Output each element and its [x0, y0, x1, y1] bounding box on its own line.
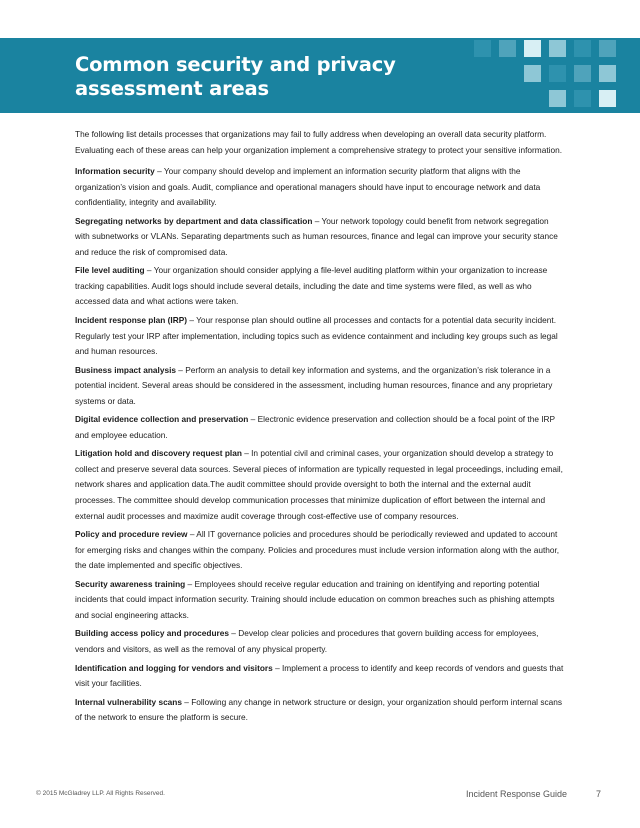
assessment-area-item: [75, 263, 565, 310]
decorative-tile: [499, 40, 516, 57]
assessment-area-term: Identification and logging for vendors and visitors: [75, 662, 273, 673]
assessment-area-description: – Your response plan should outline all processes and contacts for a potential data security incident. Regularly test your IRP after implementation, including topics such as evidence containment and including key groups such as legal and human resources.: [75, 315, 558, 357]
assessment-area-term: Information security: [75, 166, 155, 177]
page-title: [75, 53, 455, 101]
assessment-area-item: [75, 577, 565, 624]
copyright-notice: © 2015 McGladrey LLP. All Rights Reserved.: [36, 790, 165, 797]
decorative-tile: [549, 90, 566, 107]
title-line-2: assessment areas: [75, 77, 269, 100]
assessment-area-description: – Your organization should consider applying a file-level auditing platform within your organization to increase tracking capabilities. Audit logs should include several details, including the date and time systems were filed, as well as who accessed data and what actions were taken.: [75, 265, 548, 307]
assessment-area-term: Litigation hold and discovery request plan: [75, 448, 242, 459]
assessment-area-term: Incident response plan (IRP): [75, 315, 188, 326]
assessment-area-description: – Following any change in network structure or design, your organization should perform internal scans of the network to ensure the platform is secure.: [75, 696, 563, 723]
assessment-area-item: [75, 214, 565, 261]
assessment-area-item: [75, 626, 565, 657]
title-line-1: Common security and privacy: [75, 53, 396, 76]
assessment-area-description: – Employees should receive regular education and training on identifying and reporting potential incidents that could impact information security. Training should include education on common breaches such as phishing attempts and social engineering attacks.: [75, 578, 555, 620]
assessment-area-item: [75, 363, 565, 410]
decorative-tile: [599, 40, 616, 57]
assessment-area-description: – In potential civil and criminal cases, your organization should develop a strategy to collect and preserve several data sources. Several pieces of information are typically requested in legal proceedings, including email, network shares and application data.The audit committee should provide oversight to both the internal and the external audit processes. The committee should develop communication processes that minimize duplication of effort between the internal and external audit processes and maximize audit coverage through cost-effective use of company resources.: [75, 448, 563, 521]
assessment-area-item: [75, 412, 565, 443]
assessment-area-item: [75, 527, 565, 574]
assessment-area-term: File level auditing: [75, 265, 145, 276]
decorative-tile: [524, 65, 541, 82]
assessment-area-description: – All IT governance policies and procedures should be periodically reviewed and updated to account for emerging risks and changes within the company. Policies and procedures must include version information along with the author, the date implemented and specific objectives.: [75, 529, 560, 571]
assessment-area-item: [75, 695, 565, 726]
page-number: 7: [596, 789, 602, 799]
assessment-area-item: [75, 661, 565, 692]
assessment-area-term: Policy and procedure review: [75, 529, 188, 540]
decorative-tile: [549, 65, 566, 82]
decorative-tile: [599, 90, 616, 107]
assessment-area-item: [75, 164, 565, 211]
decorative-tile: [549, 40, 566, 57]
assessment-area-term: Security awareness training: [75, 578, 186, 589]
decorative-tile: [574, 40, 591, 57]
assessment-area-description: – Your company should develop and implement an information security platform that aligns with the organization’s vision and goals. Audit, compliance and operational managers should have input to encourage network and data confidentiality, integrity and availability.: [75, 166, 541, 208]
decorative-tile: [474, 40, 491, 57]
assessment-area-description: – Electronic evidence preservation and collection should be a focal point of the IRP and employee education.: [75, 414, 555, 440]
assessment-area-term: Business impact analysis: [75, 364, 176, 375]
decorative-tile: [599, 65, 616, 82]
intro-paragraph: The following list details processes that organizations may fail to fully address when developing an overall data security platform. Evaluating each of these areas can help your organization implement a comprehensive strategy to protect your sensitive information.: [75, 129, 563, 155]
assessment-area-list: [75, 164, 565, 726]
assessment-area-description: – Develop clear policies and procedures that govern building access for employees, vendors and visitors, as well as the removal of any physical property.: [75, 628, 539, 654]
assessment-area-term: Segregating networks by department and data classification: [75, 215, 313, 226]
assessment-area-description: – Your network topology could benefit from network segregation with subnetworks or VLANs. Separating departments such as human resources, finance and legal can improve your security stance and reduce the risk of compromised data.: [75, 215, 558, 257]
guide-title: Incident Response Guide: [466, 789, 568, 799]
main-content: [75, 127, 565, 729]
assessment-area-description: – Perform an analysis to detail key information and systems, and the organization’s risk tolerance in a potential incident. Several areas should be considered in the assessment, including human resources, finance and any proprietary systems or data.: [75, 364, 553, 406]
assessment-area-item: [75, 313, 565, 360]
assessment-area-term: Internal vulnerability scans: [75, 696, 182, 707]
decorative-tile: [524, 40, 541, 57]
assessment-area-item: [75, 446, 565, 524]
assessment-area-term: Digital evidence collection and preservation: [75, 414, 249, 425]
assessment-area-description: – Implement a process to identify and keep records of vendors and guests that visit your facilities.: [75, 662, 564, 689]
decorative-tile: [574, 65, 591, 82]
decorative-tile: [574, 90, 591, 107]
assessment-area-term: Building access policy and procedures: [75, 628, 229, 639]
